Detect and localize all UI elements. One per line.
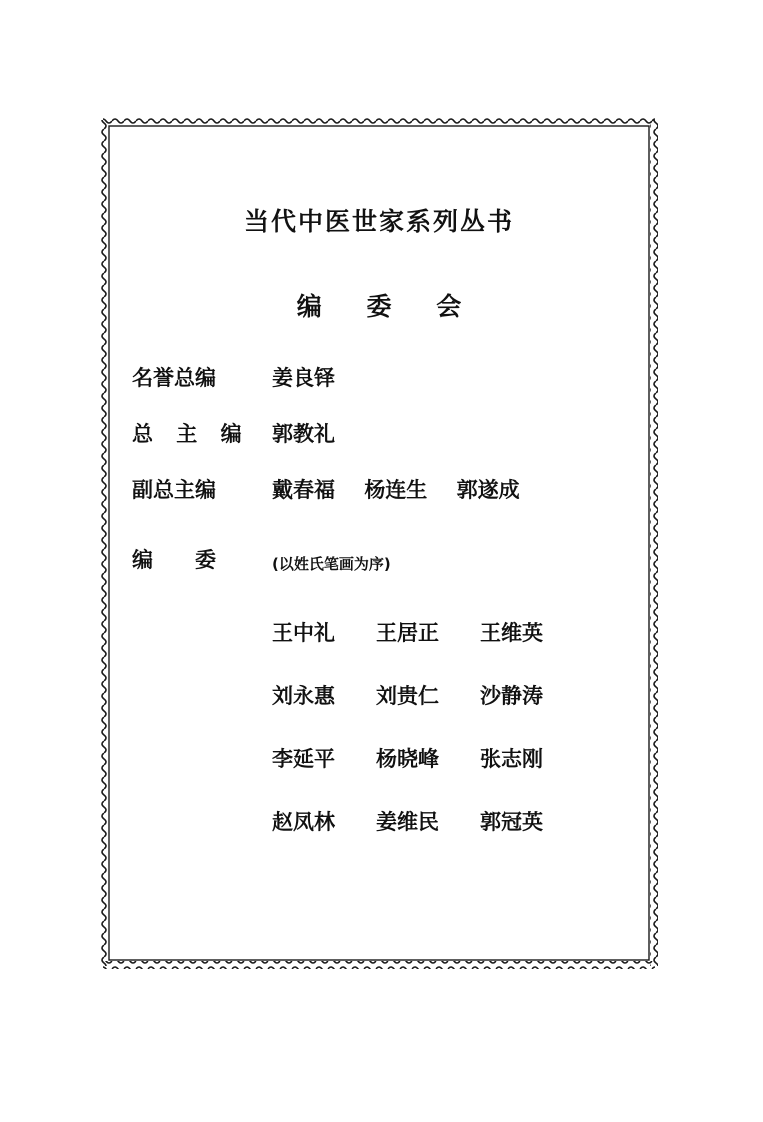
person-name: 郭教礼 [272,422,335,446]
person-name: 郭遂成 [456,478,520,502]
person-name: 杨晓峰 [376,747,439,771]
role-names [272,418,335,448]
editor-member-row [100,617,658,647]
editor-member-list [100,617,658,869]
editor-member-row [100,680,658,710]
person-name: 郭冠英 [480,810,543,834]
person-name: 杨连生 [364,478,428,502]
role-label: 编 委 [132,548,216,572]
role-row-chief-editor [100,418,658,448]
series-title: 当代中医世家系列丛书 [243,207,514,236]
role-label: 名誉总编 [132,366,216,390]
person-name: 戴春福 [272,478,335,502]
committee-title: 编 委 会 [296,292,480,321]
role-list [100,362,658,580]
person-name: 王维英 [480,621,543,645]
editors-order-note: (以姓氏笔画为序) [272,555,391,573]
role-names [272,474,520,504]
role-row-editors [100,544,658,574]
person-name: 李延平 [272,747,335,771]
person-name: 刘贵仁 [376,684,439,708]
person-name: 赵凤林 [272,810,335,834]
role-label: 总 主 编 [132,422,250,446]
person-name: 姜良铎 [272,366,335,390]
person-name: 沙静涛 [480,684,543,708]
person-name: 王中礼 [272,621,335,645]
role-row-deputy-chief-editor [100,474,658,504]
page-content [100,117,658,969]
person-name: 王居正 [376,621,439,645]
editor-member-row [100,743,658,773]
person-name: 张志刚 [480,747,543,771]
role-row-honorary-editor [100,362,658,392]
person-name: 姜维民 [376,810,439,834]
editor-member-row [100,806,658,836]
person-name: 刘永惠 [272,684,335,708]
role-label: 副总主编 [132,478,216,502]
role-names [272,362,335,392]
